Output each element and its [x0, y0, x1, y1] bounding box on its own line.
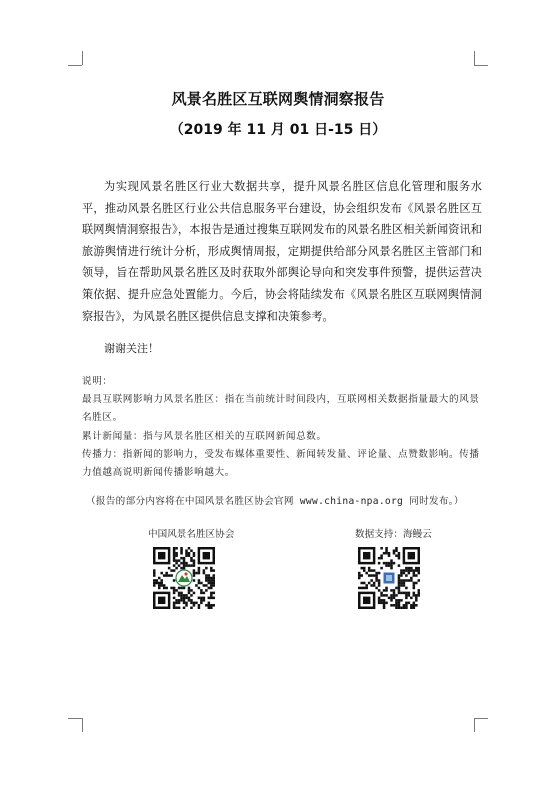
intro-paragraph: 为实现风景名胜区行业大数据共享，提升风景名胜区信息化管理和服务水平，推动风景名胜区行业公共信息服务平台建设，协会组织发布《风景名胜区互联网舆情洞察报告》，本报告是通过搜集互联网发布的风景名胜区相关新闻资讯和旅游舆情进行统计分析，形成舆情周报，定期提供给部分风景名胜区主管部门和领导，旨在帮助风景名胜区及时获取外部舆论导向和突发事件预警，提供运营决策依据、提升应急处置能力。今后，协会将陆续发布《风景名胜区互联网舆情洞察报告》，为风景名胜区提供信息支撑和决策参考。 — [82, 180, 482, 323]
thanks-line: 谢谢关注！ — [104, 342, 159, 355]
website-note: （报告的部分内容将在中国风景名胜区协会官网 www.china-npa.org 同时发布。） — [86, 496, 464, 507]
report-title: 风景名胜区互联网舆情洞察报告 — [171, 90, 385, 108]
crop-mark-bottom-left-h — [68, 718, 82, 719]
qr-code-association — [153, 547, 215, 609]
report-date-range: （2019 年 11 月 01 日-15 日） — [169, 122, 387, 138]
crop-mark-bottom-right-h — [474, 718, 488, 719]
crop-mark-bottom-left-v — [82, 718, 83, 732]
qr-code-icon — [358, 547, 420, 609]
qr-code-icon — [153, 547, 215, 609]
crop-mark-top-left-v — [82, 51, 83, 65]
crop-mark-bottom-right-v — [474, 718, 475, 732]
note-definition: 传播力：指新闻的影响力，受发布媒体重要性、新闻转发量、评论量、点赞数影响。传播力值越高说明新闻传播影响越大。 — [82, 448, 480, 479]
qr-code-data-support — [358, 547, 420, 609]
notes-heading: 说明： — [82, 376, 113, 387]
notes-section — [82, 373, 482, 482]
crop-mark-top-left-h — [68, 65, 82, 66]
qr-caption-data-support: 数据支持：海鳗云 — [355, 529, 432, 540]
note-definition: 累计新闻量：指与风景名胜区相关的互联网新闻总数。 — [82, 430, 327, 442]
crop-mark-top-right-v — [474, 51, 475, 65]
qr-caption-association: 中国风景名胜区协会 — [148, 529, 235, 540]
crop-mark-top-right-h — [474, 65, 488, 66]
note-definition: 最具互联网影响力风景名胜区：指在当前统计时间段内，互联网相关数据指量最大的风景名胜区。 — [82, 394, 480, 424]
